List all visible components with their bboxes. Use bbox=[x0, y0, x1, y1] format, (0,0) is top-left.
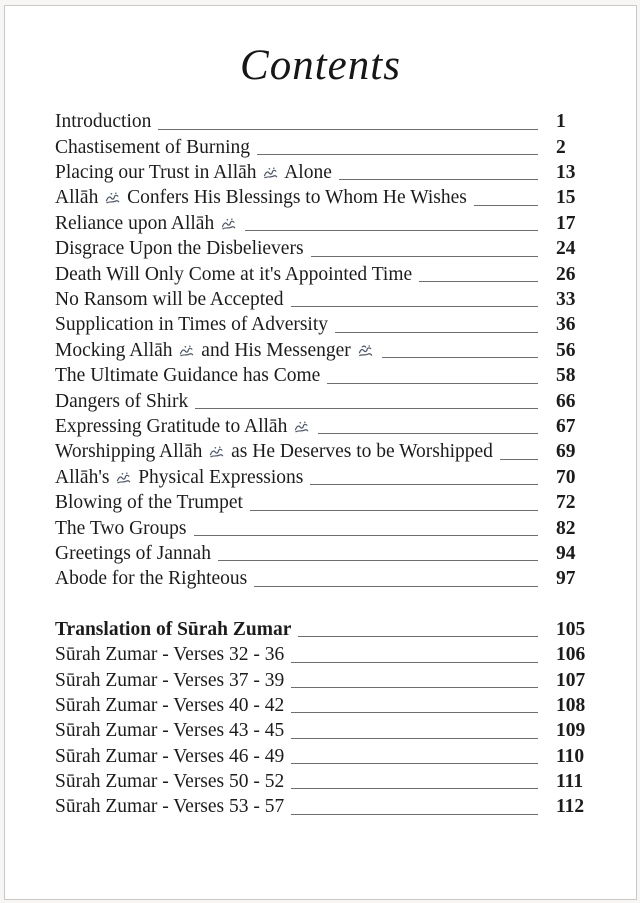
dotted-leader bbox=[194, 535, 538, 536]
toc-entry[interactable] bbox=[55, 363, 596, 388]
toc-entry-page: 17 bbox=[556, 212, 576, 234]
honorific-azza-wa-jall-icon bbox=[221, 217, 236, 230]
toc-entry-page: 72 bbox=[556, 492, 576, 514]
toc-entry-label: Translation of Sūrah Zumar bbox=[55, 618, 292, 640]
dotted-leader bbox=[291, 687, 538, 688]
toc-entry[interactable] bbox=[55, 160, 596, 185]
toc-entry[interactable] bbox=[55, 465, 596, 490]
dotted-leader bbox=[339, 179, 538, 180]
dotted-leader bbox=[311, 256, 538, 257]
toc-entry-page: 24 bbox=[556, 238, 576, 260]
honorific-azza-wa-jall-icon bbox=[179, 344, 194, 357]
toc-entry-label: Reliance upon Allāh bbox=[55, 211, 238, 236]
toc-entry[interactable] bbox=[55, 617, 596, 642]
toc-entry-label: The Ultimate Guidance has Come bbox=[55, 365, 321, 387]
toc-entry[interactable] bbox=[55, 287, 596, 312]
toc-entry-page: 97 bbox=[556, 568, 576, 590]
toc-entry-label: Supplication in Times of Adversity bbox=[55, 314, 329, 336]
document-page bbox=[4, 5, 637, 900]
dotted-leader bbox=[382, 357, 538, 358]
toc-entry[interactable] bbox=[55, 389, 596, 414]
dotted-leader bbox=[291, 738, 538, 739]
toc-entry[interactable] bbox=[55, 642, 596, 667]
honorific-azza-wa-jall-icon bbox=[105, 191, 120, 204]
dotted-leader bbox=[195, 408, 538, 409]
dotted-leader bbox=[257, 154, 538, 155]
dotted-leader bbox=[218, 560, 538, 561]
toc-entry-page: 2 bbox=[556, 136, 566, 158]
toc-entry-page: 111 bbox=[556, 771, 584, 793]
toc-entry-label: Sūrah Zumar - Verses 32 - 36 bbox=[55, 644, 285, 666]
dotted-leader bbox=[335, 332, 538, 333]
toc-entry-label: Worshipping Allāh as He Deserves to be Worshipped bbox=[55, 441, 493, 463]
toc-entry-page: 105 bbox=[556, 618, 586, 640]
toc-entry-label: Sūrah Zumar - Verses 50 - 52 bbox=[55, 771, 285, 793]
toc-entry-page: 13 bbox=[556, 162, 576, 184]
toc-entry-page: 82 bbox=[556, 517, 576, 539]
toc-entry-page: 94 bbox=[556, 542, 576, 564]
toc-entry[interactable] bbox=[55, 490, 596, 515]
toc-entry-label: Dangers of Shirk bbox=[55, 390, 189, 412]
toc-entry-label: Chastisement of Burning bbox=[55, 136, 250, 158]
dotted-leader bbox=[250, 510, 538, 511]
toc-entry-label: No Ransom will be Accepted bbox=[55, 289, 284, 311]
dotted-leader bbox=[291, 712, 538, 713]
toc-entry-page: 26 bbox=[556, 263, 576, 285]
dotted-leader bbox=[310, 484, 538, 485]
toc-section-translation bbox=[55, 617, 596, 820]
dotted-leader bbox=[500, 459, 538, 460]
toc-entry[interactable] bbox=[55, 668, 596, 693]
dotted-leader bbox=[291, 306, 538, 307]
toc-entry[interactable] bbox=[55, 185, 596, 210]
toc-entry[interactable] bbox=[55, 135, 596, 160]
toc-entry-page: 109 bbox=[556, 720, 586, 742]
toc-entry[interactable] bbox=[55, 109, 596, 134]
toc-entry-label: Sūrah Zumar - Verses 46 - 49 bbox=[55, 745, 285, 767]
toc-entry-page: 1 bbox=[556, 111, 566, 133]
toc-section-chapters bbox=[55, 109, 596, 591]
toc-entry-label: Greetings of Jannah bbox=[55, 542, 211, 564]
toc-entry-label: Introduction bbox=[55, 111, 152, 133]
toc-entry[interactable] bbox=[55, 236, 596, 261]
honorific-azza-wa-jall-icon bbox=[294, 420, 309, 433]
toc-entry-label: Placing our Trust in Allāh Alone bbox=[55, 162, 332, 184]
toc-entry-page: 110 bbox=[556, 745, 585, 767]
toc-entry[interactable] bbox=[55, 414, 596, 439]
toc-entry-label: Sūrah Zumar - Verses 40 - 42 bbox=[55, 694, 285, 716]
toc-entry[interactable] bbox=[55, 338, 596, 363]
dotted-leader bbox=[291, 662, 538, 663]
page-title: Contents bbox=[240, 42, 401, 89]
toc-entry-label: Allāh Confers His Blessings to Whom He Wishes bbox=[55, 187, 467, 209]
toc-entry[interactable] bbox=[55, 541, 596, 566]
toc-entry-page: 108 bbox=[556, 694, 586, 716]
toc-entry-label: Mocking Allāh and His Messenger bbox=[55, 338, 375, 363]
toc-entry-label: Death Will Only Come at it's Appointed Time bbox=[55, 263, 413, 285]
honorific-azza-wa-jall-icon bbox=[116, 471, 131, 484]
dotted-leader bbox=[327, 383, 538, 384]
toc-entry[interactable] bbox=[55, 718, 596, 743]
toc-entry-page: 70 bbox=[556, 466, 576, 488]
toc-entry-label: Blowing of the Trumpet bbox=[55, 492, 243, 514]
toc-entry-label: Sūrah Zumar - Verses 37 - 39 bbox=[55, 669, 285, 691]
toc-entry[interactable] bbox=[55, 312, 596, 337]
toc-entry-page: 112 bbox=[556, 796, 585, 818]
toc-entry[interactable] bbox=[55, 262, 596, 287]
toc-entry[interactable] bbox=[55, 794, 596, 819]
dotted-leader bbox=[291, 763, 538, 764]
dotted-leader bbox=[291, 788, 538, 789]
honorific-azza-wa-jall-icon bbox=[263, 166, 278, 179]
dotted-leader bbox=[298, 636, 538, 637]
dotted-leader bbox=[474, 205, 538, 206]
honorific-sallallahu-alayhi-wasallam-icon bbox=[358, 344, 373, 357]
toc-entry-page: 33 bbox=[556, 289, 576, 311]
dotted-leader bbox=[419, 281, 538, 282]
toc-entry-label: Abode for the Righteous bbox=[55, 568, 248, 590]
honorific-azza-wa-jall-icon bbox=[209, 445, 224, 458]
toc-entry-page: 15 bbox=[556, 187, 576, 209]
dotted-leader bbox=[254, 586, 538, 587]
dotted-leader bbox=[318, 433, 538, 434]
toc-entry-label: Sūrah Zumar - Verses 43 - 45 bbox=[55, 720, 285, 742]
dotted-leader bbox=[158, 129, 538, 130]
toc-entry[interactable] bbox=[55, 439, 596, 464]
toc-entry-label: Disgrace Upon the Disbelievers bbox=[55, 238, 304, 260]
toc-entry-page: 107 bbox=[556, 669, 586, 691]
toc-entry-label: Sūrah Zumar - Verses 53 - 57 bbox=[55, 796, 285, 818]
toc-entry[interactable] bbox=[55, 211, 596, 236]
toc-entry-page: 58 bbox=[556, 365, 576, 387]
toc-entry-page: 56 bbox=[556, 339, 576, 361]
toc-entry-label: Expressing Gratitude to Allāh bbox=[55, 414, 311, 439]
dotted-leader bbox=[245, 230, 538, 231]
toc-entry[interactable] bbox=[55, 566, 596, 591]
dotted-leader bbox=[291, 814, 538, 815]
toc-entry[interactable] bbox=[55, 516, 596, 541]
toc-entry[interactable] bbox=[55, 744, 596, 769]
toc-entry-page: 69 bbox=[556, 441, 576, 463]
table-of-contents bbox=[5, 109, 636, 820]
toc-entry-label: The Two Groups bbox=[55, 517, 187, 539]
toc-entry-page: 106 bbox=[556, 644, 586, 666]
toc-entry-page: 36 bbox=[556, 314, 576, 336]
toc-entry[interactable] bbox=[55, 769, 596, 794]
toc-entry[interactable] bbox=[55, 693, 596, 718]
toc-entry-page: 67 bbox=[556, 415, 576, 437]
toc-entry-page: 66 bbox=[556, 390, 576, 412]
toc-entry-label: Allāh's Physical Expressions bbox=[55, 466, 304, 488]
